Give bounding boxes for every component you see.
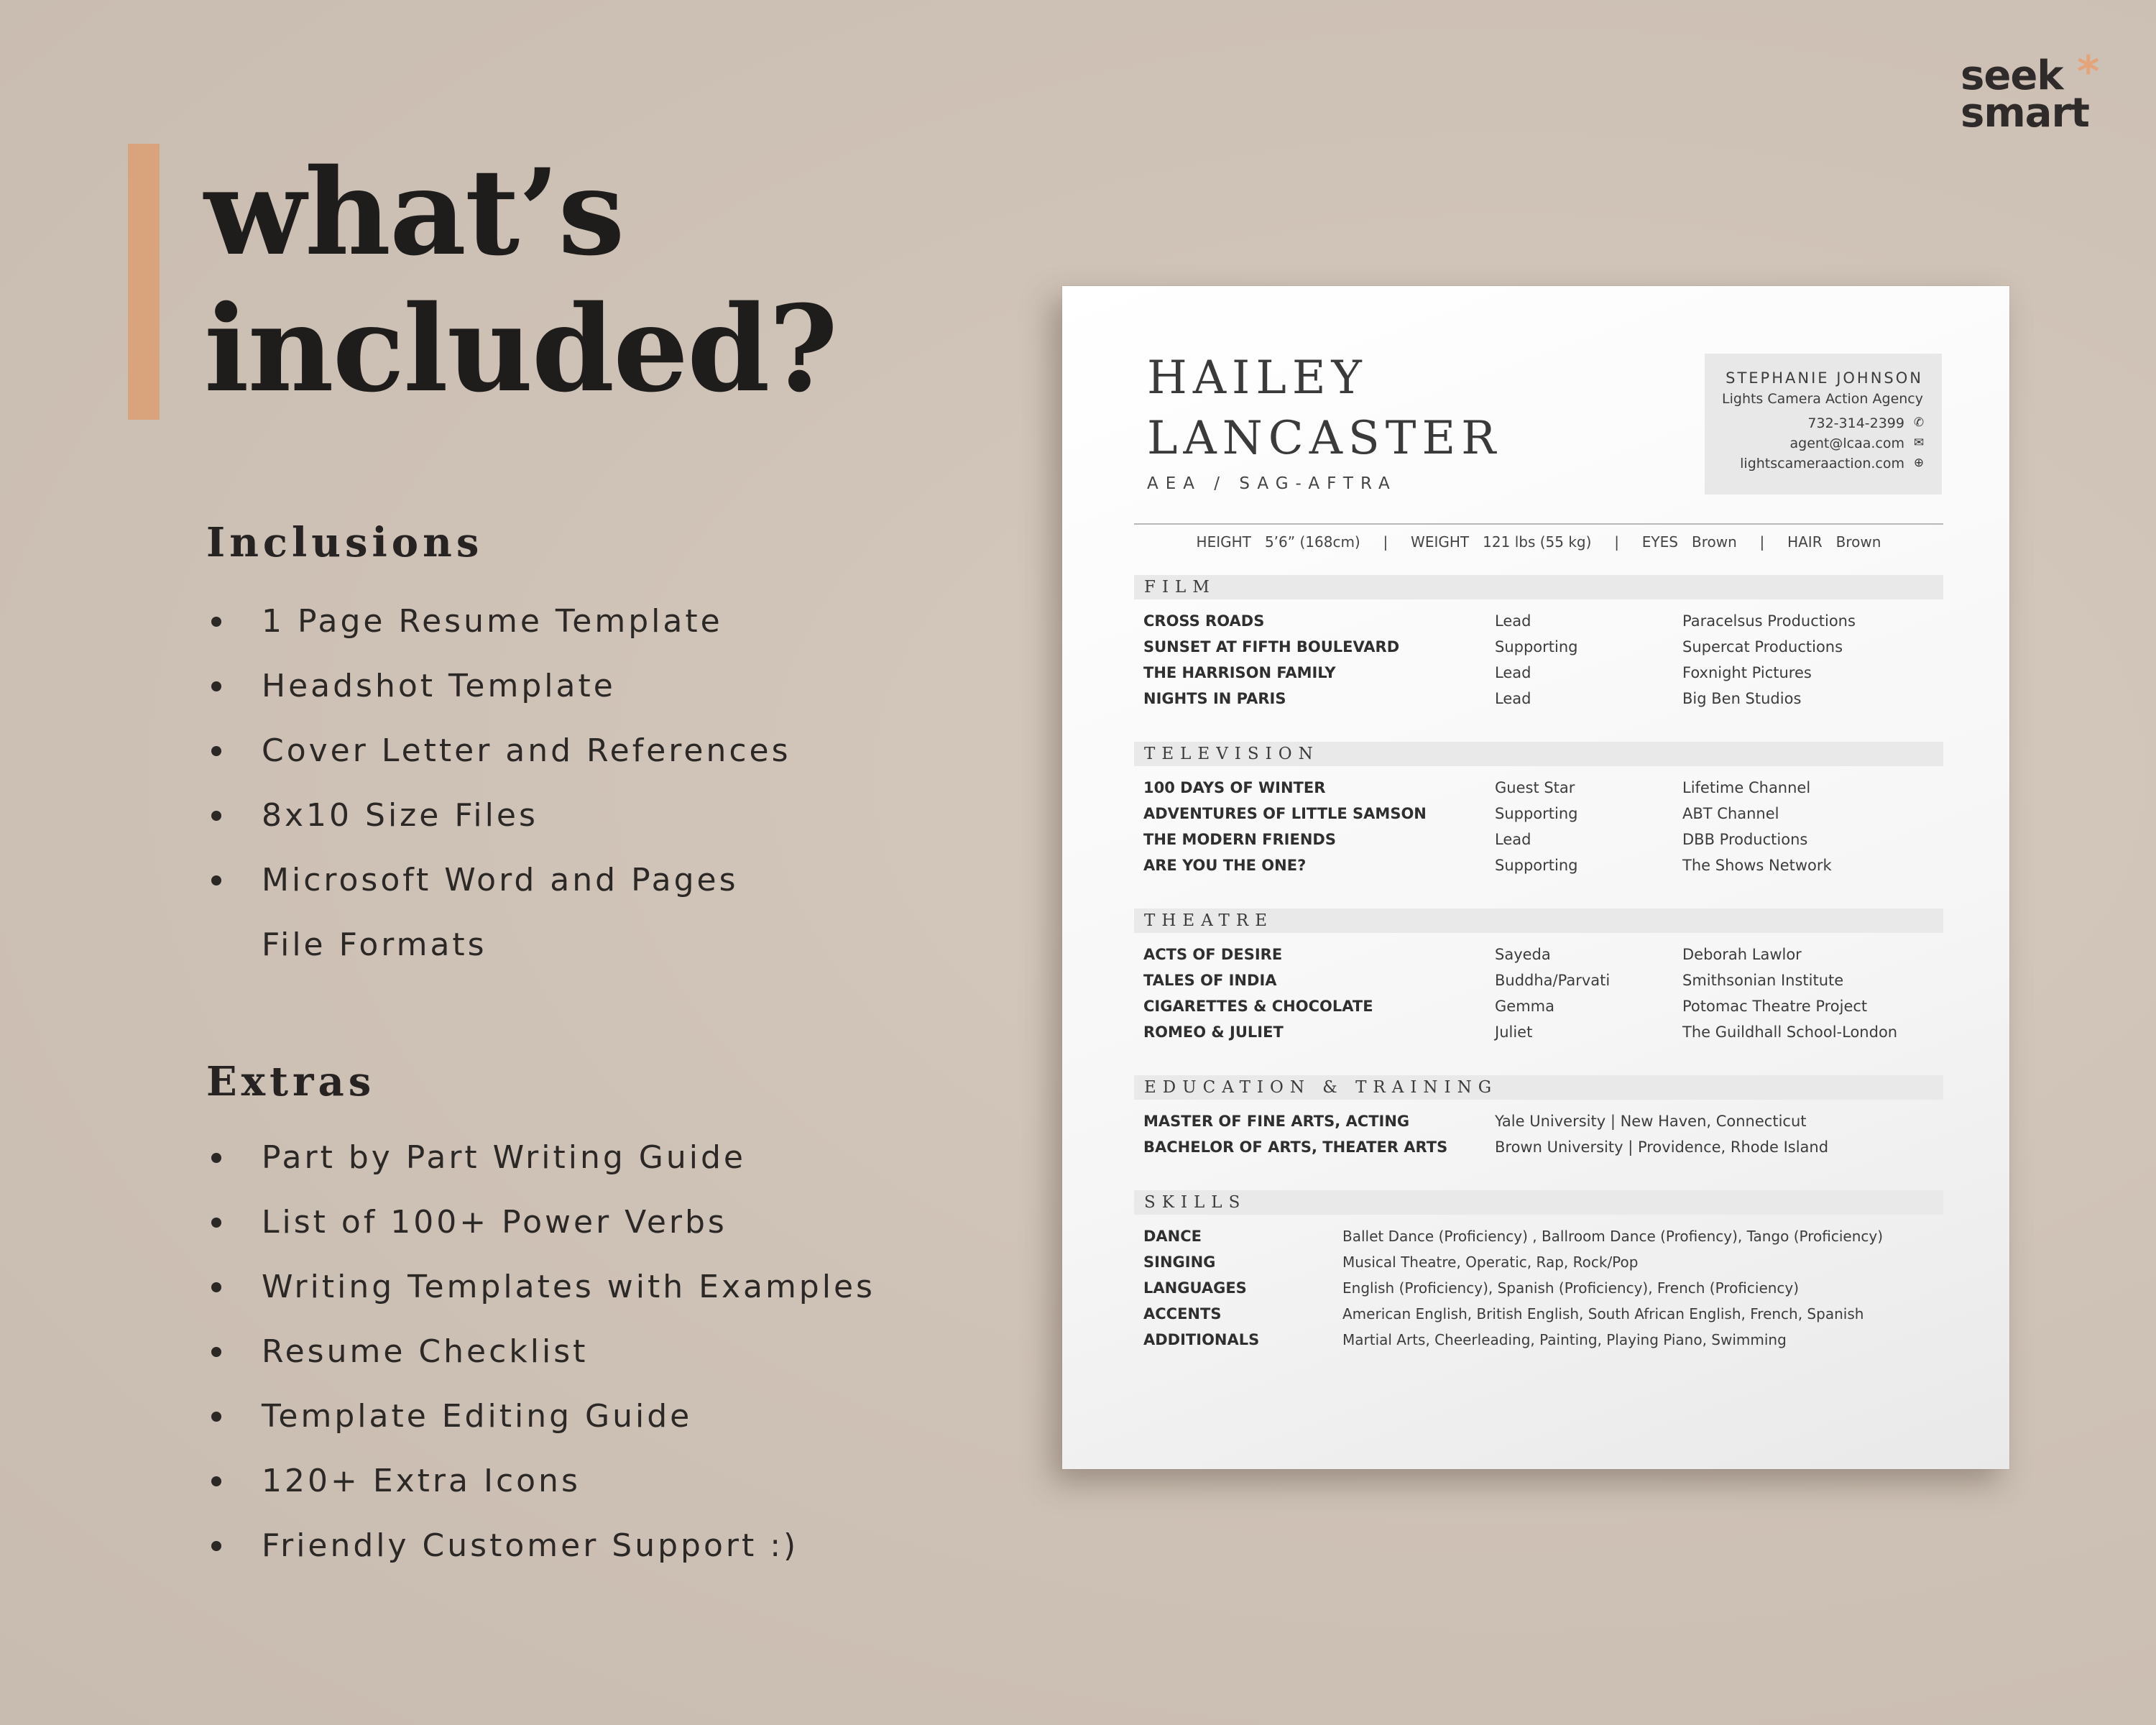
- table-row: SINGING Musical Theatre, Operatic, Rap, Rock/Pop: [1143, 1254, 1639, 1271]
- resume-last-name: LANCASTER: [1147, 412, 1502, 465]
- extras-list: [208, 1126, 875, 1578]
- agent-phone: 732-314-2399: [1807, 415, 1904, 431]
- table-row: ARE YOU THE ONE? Supporting The Shows Network: [1143, 857, 1832, 874]
- table-row: NIGHTS IN PARIS Lead Big Ben Studios: [1143, 690, 1802, 707]
- agent-email: agent@lcaa.com: [1789, 436, 1904, 451]
- agent-name: STEPHANIE JOHNSON: [1726, 369, 1923, 387]
- section-film-title: FILM: [1134, 575, 1943, 599]
- bullet-icon: [211, 1282, 221, 1292]
- table-row: 100 DAYS OF WINTER Guest Star Lifetime Channel: [1143, 779, 1811, 796]
- list-item: Cover Letter and References: [208, 719, 791, 783]
- bullet-icon: [211, 811, 221, 821]
- asterisk-icon: *: [2077, 47, 2099, 97]
- divider: [1134, 523, 1943, 525]
- phone-icon: ✆: [1913, 415, 1925, 430]
- inclusions-list: [208, 589, 791, 978]
- list-item: Writing Templates with Examples: [208, 1255, 875, 1320]
- table-row: ACTS OF DESIRE Sayeda Deborah Lawlor: [1143, 946, 1802, 963]
- resume-preview: [1062, 286, 2009, 1469]
- bullet-icon: [211, 1476, 221, 1486]
- table-row: CROSS ROADS Lead Paracelsus Productions: [1143, 612, 1856, 630]
- table-row: THE HARRISON FAMILY Lead Foxnight Pictures: [1143, 664, 1812, 681]
- bullet-icon: [211, 1541, 221, 1551]
- bullet-icon: [211, 1347, 221, 1357]
- bullet-icon: [211, 1153, 221, 1163]
- headline-line-2: included?: [204, 279, 837, 418]
- agent-agency: Lights Camera Action Agency: [1722, 391, 1923, 407]
- bullet-icon: [211, 1412, 221, 1422]
- table-row: SUNSET AT FIFTH BOULEVARD Supporting Supercat Productions: [1143, 638, 1843, 656]
- logo-line-2: smart: [1961, 90, 2089, 137]
- bullet-icon: [211, 746, 221, 756]
- bullet-icon: [211, 875, 221, 886]
- physical-stats: HEIGHT 5’6” (168cm) | WEIGHT 121 lbs (55 kg) | EYES Brown | HAIR Brown: [1196, 533, 1881, 551]
- table-row: ADDITIONALS Martial Arts, Cheerleading, Painting, Playing Piano, Swimming: [1143, 1331, 1787, 1348]
- list-item-continuation: File Formats: [262, 926, 487, 963]
- table-row: ROMEO & JULIET Juliet The Guildhall School-London: [1143, 1024, 1898, 1041]
- headline: [204, 144, 837, 417]
- list-item: Template Editing Guide: [208, 1384, 875, 1449]
- list-item: 1 Page Resume Template: [208, 589, 791, 654]
- list-item: 8x10 Size Files: [208, 783, 791, 848]
- list-item: Microsoft Word and Pages: [208, 848, 791, 913]
- list-item: List of 100+ Power Verbs: [208, 1190, 875, 1255]
- table-row: ACCENTS American English, British English, South African English, French, Spanish: [1143, 1305, 1864, 1322]
- accent-bar: [128, 144, 160, 420]
- list-item: Friendly Customer Support :): [208, 1514, 875, 1578]
- table-row: BACHELOR OF ARTS, THEATER ARTS Brown University | Providence, Rhode Island: [1143, 1138, 1829, 1156]
- resume-name: [1147, 348, 1501, 469]
- list-item: Headshot Template: [208, 654, 791, 719]
- table-row: MASTER OF FINE ARTS, ACTING Yale University | New Haven, Connecticut: [1143, 1113, 1807, 1130]
- section-theatre-title: THEATRE: [1134, 908, 1943, 933]
- section-education-title: EDUCATION & TRAINING: [1134, 1075, 1943, 1100]
- brand-logo: [1961, 47, 2104, 137]
- bullet-icon: [211, 681, 221, 691]
- extras-heading: Extras: [206, 1058, 376, 1105]
- inclusions-heading: Inclusions: [206, 519, 484, 566]
- globe-icon: ⊕: [1913, 456, 1925, 470]
- agent-contact-box: [1705, 354, 1942, 494]
- list-item: Resume Checklist: [208, 1320, 875, 1384]
- agent-website: lightscameraaction.com: [1740, 456, 1904, 472]
- bullet-icon: [211, 1218, 221, 1228]
- resume-first-name: HAILEY: [1147, 351, 1368, 405]
- section-television-title: TELEVISION: [1134, 742, 1943, 766]
- table-row: TALES OF INDIA Buddha/Parvati Smithsonian Institute: [1143, 972, 1844, 989]
- table-row: ADVENTURES OF LITTLE SAMSON Supporting ABT Channel: [1143, 805, 1779, 822]
- table-row: CIGARETTES & CHOCOLATE Gemma Potomac Theatre Project: [1143, 998, 1868, 1015]
- bullet-icon: [211, 617, 221, 627]
- logo-line-1: seek: [1961, 52, 2063, 99]
- table-row: THE MODERN FRIENDS Lead DBB Productions: [1143, 831, 1808, 848]
- table-row: DANCE Ballet Dance (Proficiency) , Ballroom Dance (Profiency), Tango (Proficiency): [1143, 1228, 1884, 1245]
- headline-line-1: what’s: [204, 142, 624, 282]
- section-skills-title: SKILLS: [1134, 1190, 1943, 1215]
- resume-unions: AEA / SAG-AFTRA: [1147, 474, 1397, 493]
- mail-icon: ✉: [1913, 436, 1925, 450]
- list-item: Part by Part Writing Guide: [208, 1126, 875, 1190]
- list-item: 120+ Extra Icons: [208, 1449, 875, 1514]
- table-row: LANGUAGES English (Proficiency), Spanish (Proficiency), French (Proficiency): [1143, 1279, 1800, 1297]
